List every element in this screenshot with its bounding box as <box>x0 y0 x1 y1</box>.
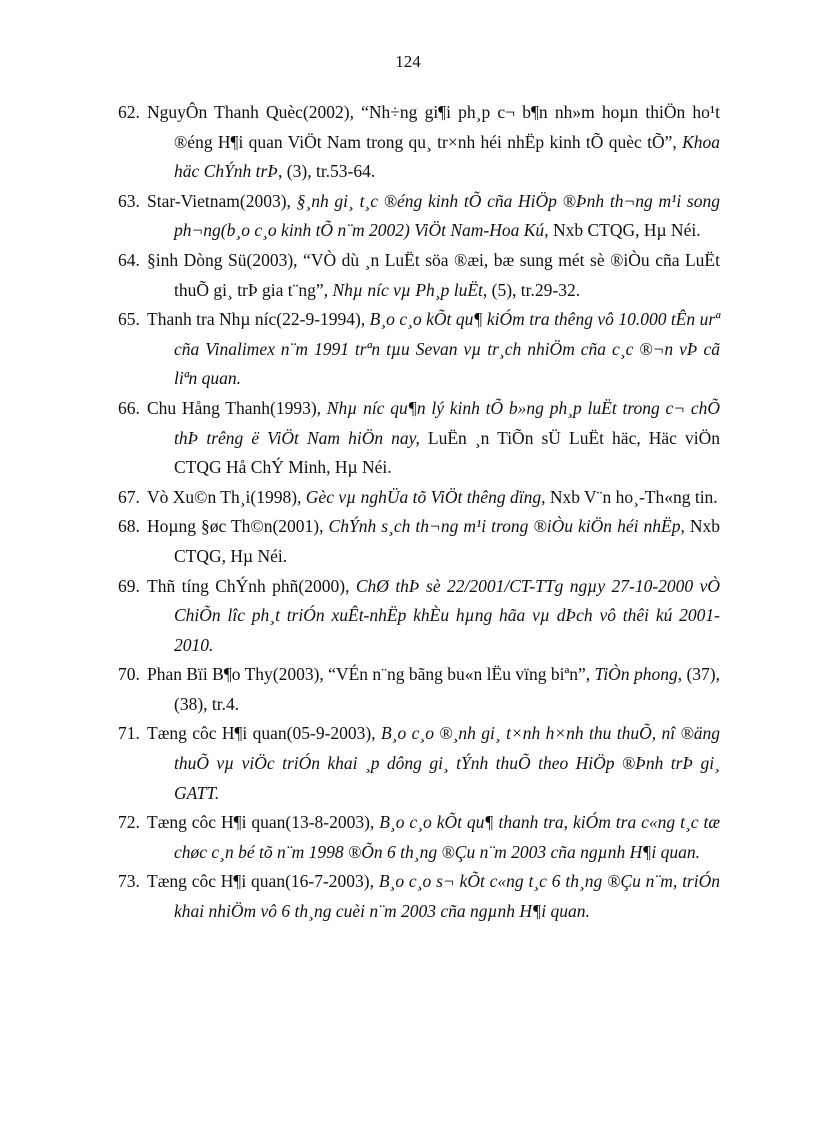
reference-text <box>147 191 720 241</box>
reference-number: 70. <box>118 664 140 685</box>
reference-text <box>147 664 720 714</box>
reference-number: 73. <box>118 871 140 892</box>
reference-item <box>118 483 720 513</box>
reference-item <box>118 305 720 394</box>
reference-title: TiÒn phong <box>594 664 678 685</box>
reference-title: Khoa häc ChÝnh trÞ <box>174 131 720 182</box>
reference-segment: Tæng côc H¶i quan(16-7-2003), <box>147 871 379 892</box>
reference-segment: Tæng côc H¶i quan(05-9-2003), <box>147 723 381 744</box>
reference-item <box>118 512 720 571</box>
reference-text <box>147 398 720 477</box>
reference-item <box>118 867 720 926</box>
reference-title: B¸o c¸o kÕt qu¶ thanh tra, kiÓm tra c«ng t¸c tæ chøc c¸n bé tõ n¨m 1998 ®Õn 6 th¸ng ®Çu n¨m 2003 cña ngµnh H¶i quan. <box>174 812 721 862</box>
reference-segment: Phan Bïi B¶o Thy(2003), “VÉn n¨ng bãng bu«n lËu vïng biªn”, <box>147 664 595 685</box>
reference-title: Gèc vµ nghÜa tõ ViÖt thêng dïng <box>305 486 542 507</box>
reference-number: 64. <box>118 249 140 270</box>
reference-segment: Nxb CTQG, Hµ Néi. <box>174 516 720 566</box>
reference-list <box>118 98 720 927</box>
reference-item <box>118 187 720 246</box>
reference-segment: LuËn ¸n TiÕn sÜ LuËt häc, Häc viÖn CTQG Hå ChÝ Minh, Hµ Néi. <box>174 427 720 478</box>
reference-text <box>147 812 720 862</box>
reference-item <box>118 808 720 867</box>
reference-text <box>147 309 720 388</box>
reference-text <box>147 871 720 921</box>
reference-segment: Vò Xu©n Th¸i(1998), <box>147 486 306 507</box>
reference-segment: , (5), tr.29-32. <box>482 279 581 300</box>
reference-title: , Nhµ níc qu¶n lý kinh tÕ b»ng ph¸p luËt trong c¬ chÕ thÞ trêng ë ViÖt Nam hiÖn nay, <box>174 397 720 448</box>
reference-segment: , Nxb CTQG, Hµ Néi. <box>544 220 701 241</box>
reference-item <box>118 394 720 483</box>
reference-text <box>147 102 720 181</box>
reference-text <box>147 487 718 507</box>
reference-text <box>147 576 720 655</box>
reference-title: ChÝnh s¸ch th¬ng m¹i trong ®iÒu kiÖn héi nhËp, <box>328 516 685 537</box>
reference-item <box>118 660 720 719</box>
reference-title: ChØ thÞ sè 22/2001/CT-TTg ngµy 27-10-2000 vÒ ChiÕn lîc ph¸t triÓn xuÊt-nhËp khÈu hµng hãa vµ dÞch vô thêi kú 2001-2010. <box>174 575 720 655</box>
reference-segment: Star-Vietnam(2003), <box>147 190 297 211</box>
reference-segment: §inh Dòng Sü(2003), “VÒ dù ¸n LuËt söa ®æi, bæ sung mét sè ®iÒu cña LuËt thuÕ gi¸ trÞ gia t¨ng”, <box>147 249 720 300</box>
reference-title: Nhµ níc vµ Ph¸p luËt <box>332 279 483 300</box>
reference-number: 65. <box>118 309 140 330</box>
reference-number: 63. <box>118 190 140 211</box>
reference-number: 72. <box>118 812 140 833</box>
reference-text <box>147 723 720 802</box>
reference-item <box>118 719 720 808</box>
reference-text <box>147 516 720 566</box>
reference-segment: Chu Hång Thanh(1993) <box>147 397 317 418</box>
reference-segment: , (3), tr.53-64. <box>278 161 376 182</box>
reference-item <box>118 572 720 661</box>
reference-number: 67. <box>118 486 140 507</box>
reference-segment: Hoµng §øc Th©n(2001), <box>147 516 329 537</box>
page-number: 124 <box>395 52 421 71</box>
reference-number: 69. <box>118 575 140 596</box>
reference-segment: Thñ tíng ChÝnh phñ(2000), <box>147 575 356 596</box>
reference-number: 68. <box>118 516 140 537</box>
reference-item <box>118 98 720 187</box>
reference-title: §¸nh gi¸ t¸c ®éng kinh tÕ cña HiÖp ®Þnh th¬ng m¹i song ph¬ng(b¸o c¸o kinh tÕ n¨m 2002) ViÖt Nam-Hoa Kú <box>174 190 720 241</box>
reference-segment: Tæng côc H¶i quan(13-8-2003), <box>147 812 380 833</box>
reference-number: 71. <box>118 723 140 744</box>
reference-number: 62. <box>118 102 140 122</box>
reference-title: B¸o c¸o ®¸nh gi¸ t×nh h×nh thu thuÕ, nî ®äng thuÕ vµ viÖc triÓn khai ¸p dông gi¸ tÝnh thuÕ theo HiÖp ®Þnh trÞ gi¸ GATT. <box>174 723 720 803</box>
reference-segment: NguyÔn Thanh Quèc(2002), “Nh÷ng gi¶i ph¸p c¬ b¶n nh»m hoµn thiÖn ho¹t ®éng H¶i quan ViÖt Nam trong qu¸ tr×nh héi nhËp kinh tÕ quèc tÕ”, <box>147 102 720 152</box>
reference-segment: , Nxb V¨n ho¸-Th«ng tin. <box>541 486 718 507</box>
reference-item <box>118 246 720 305</box>
reference-number: 66. <box>118 397 140 418</box>
reference-segment: , (37),(38), tr.4. <box>174 664 720 714</box>
reference-title: B¸o c¸o s¬ kÕt c«ng t¸c 6 th¸ng ®Çu n¨m, triÓn khai nhiÖm vô 6 th¸ng cuèi n¨m 2003 cña ngµnh H¶i quan. <box>174 871 720 922</box>
reference-title: B¸o c¸o kÕt qu¶ kiÓm tra thêng vô 10.000 tÊn urª cña Vinalimex n¨m 1991 trªn tµu Sevan vµ tr¸ch nhiÖm cña c¸c ®¬n vÞ cã liªn quan. <box>174 309 720 389</box>
reference-segment: Thanh tra Nhµ níc(22-9-1994), <box>147 309 370 330</box>
reference-text <box>147 250 720 300</box>
